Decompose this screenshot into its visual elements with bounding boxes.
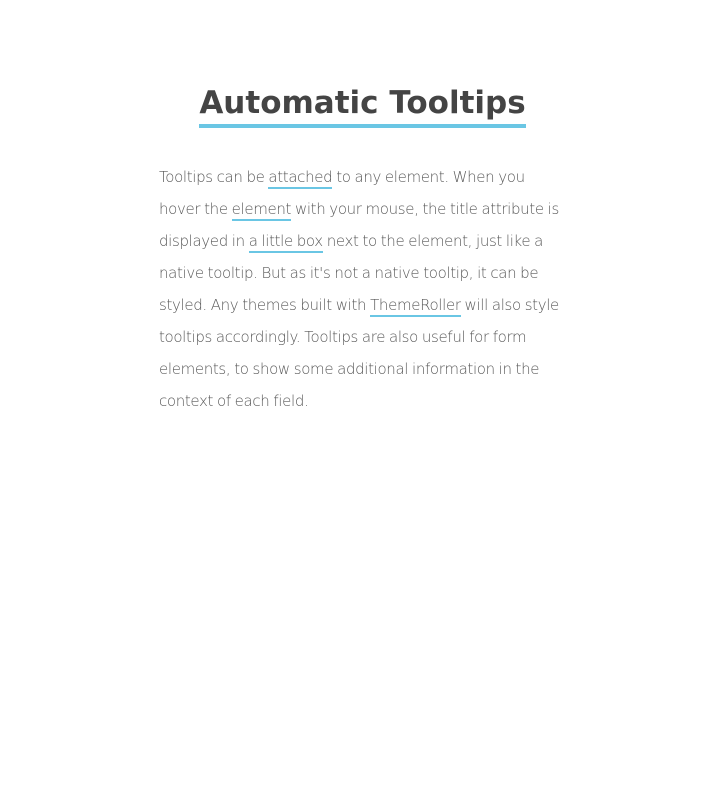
themeroller-tooltip-link[interactable]: ThemeRoller — [370, 296, 461, 317]
paragraph-text-1: Tooltips can be — [159, 168, 269, 186]
paragraph-text-5: will also style tooltips accordingly. Tooltips are also useful for form elements, to show some additional information in the context of each field. — [159, 296, 559, 410]
paragraph-text-3: with your mouse, the title attribute is displayed in — [159, 200, 559, 250]
attached-tooltip-link[interactable]: attached — [268, 168, 332, 189]
title-container — [0, 83, 725, 128]
content-area — [159, 161, 564, 417]
little-box-tooltip-link[interactable]: a little box — [249, 232, 323, 253]
description-paragraph — [159, 161, 564, 417]
element-tooltip-link[interactable]: element — [232, 200, 291, 221]
page-title: Automatic Tooltips — [199, 83, 525, 128]
paragraph-text-4: next to the element, just like a native tooltip. But as it's not a native tooltip, it can be styled. Any themes built with — [159, 232, 543, 314]
paragraph-text-2: to any element. When you hover the — [159, 168, 525, 218]
